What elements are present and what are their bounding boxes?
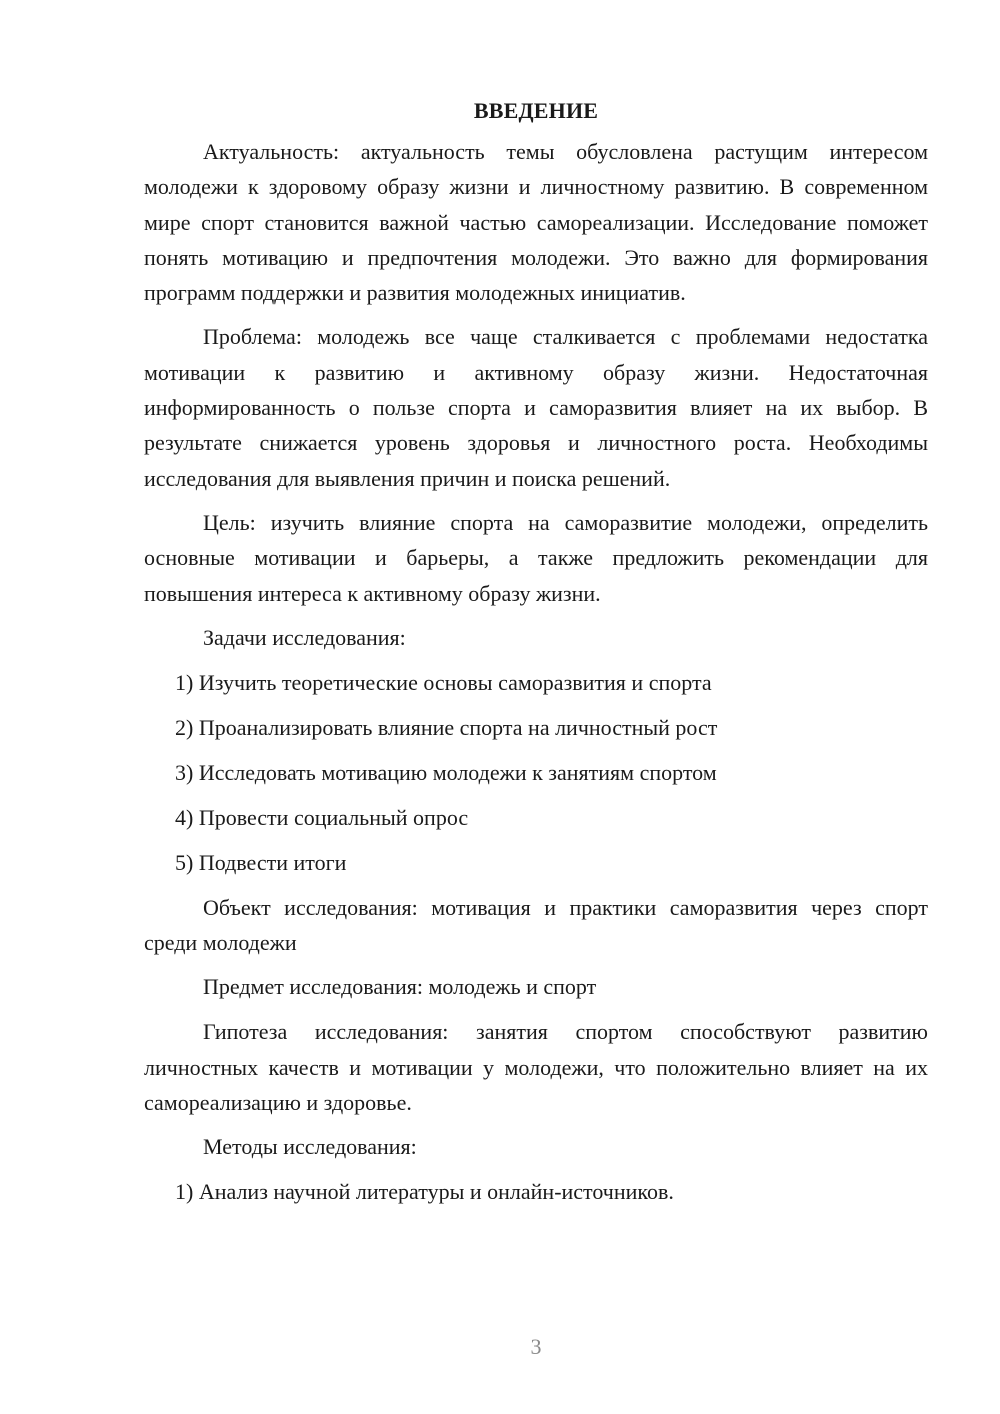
document-page [144, 96, 928, 1219]
tasks-heading: Задачи исследования: [203, 624, 406, 650]
task-item: 4) Провести социальный опрос [175, 804, 469, 830]
object-paragraph: Объект исследования: мотивация и практики саморазвития через спорт среди молодежи [144, 894, 928, 956]
methods-heading: Методы исследования: [203, 1134, 417, 1160]
task-item: 1) Изучить теоретические основы саморазвития и спорта [175, 669, 712, 695]
task-item: 2) Проанализировать влияние спорта на личностный рост [175, 714, 718, 740]
subject-paragraph: Предмет исследования: молодежь и спорт [203, 974, 597, 1000]
page-title: ВВЕДЕНИЕ [473, 98, 599, 123]
task-item: 5) Подвести итоги [175, 849, 347, 875]
problem-paragraph: Проблема: молодежь все чаще сталкивается с проблемами недостатка мотивации к развитию и активному образу жизни. Недостаточная информированность о пользе спорта и саморазвития влияет на их выбор. В результате снижается уровень здоровья и личностного роста. Необходимы исследования для выявления причин и поиска решений. [144, 324, 928, 491]
goal-paragraph: Цель: изучить влияние спорта на саморазвитие молодежи, определить основные мотивации и барьеры, а также предложить рекомендации для повышения интереса к активному образу жизни. [144, 509, 928, 606]
page-number: 3 [530, 1334, 542, 1359]
hypothesis-paragraph: Гипотеза исследования: занятия спортом способствуют развитию личностных качеств и мотивации у молодежи, что положительно влияет на их самореализацию и здоровье. [144, 1019, 928, 1115]
relevance-paragraph: Актуальность: актуальность темы обусловлена растущим интересом молодежи к здоровому образу жизни и личностному развитию. В современном мире спорт становится важной частью самореализации. Исследование поможет понять мотивацию и предпочтения молодежи. Это важно для формирования программ поддержки и развития молодежных инициатив. [144, 139, 928, 306]
method-item: 1) Анализ научной литературы и онлайн-источников. [175, 1179, 674, 1205]
task-item: 3) Исследовать мотивацию молодежи к занятиям спортом [175, 759, 717, 785]
